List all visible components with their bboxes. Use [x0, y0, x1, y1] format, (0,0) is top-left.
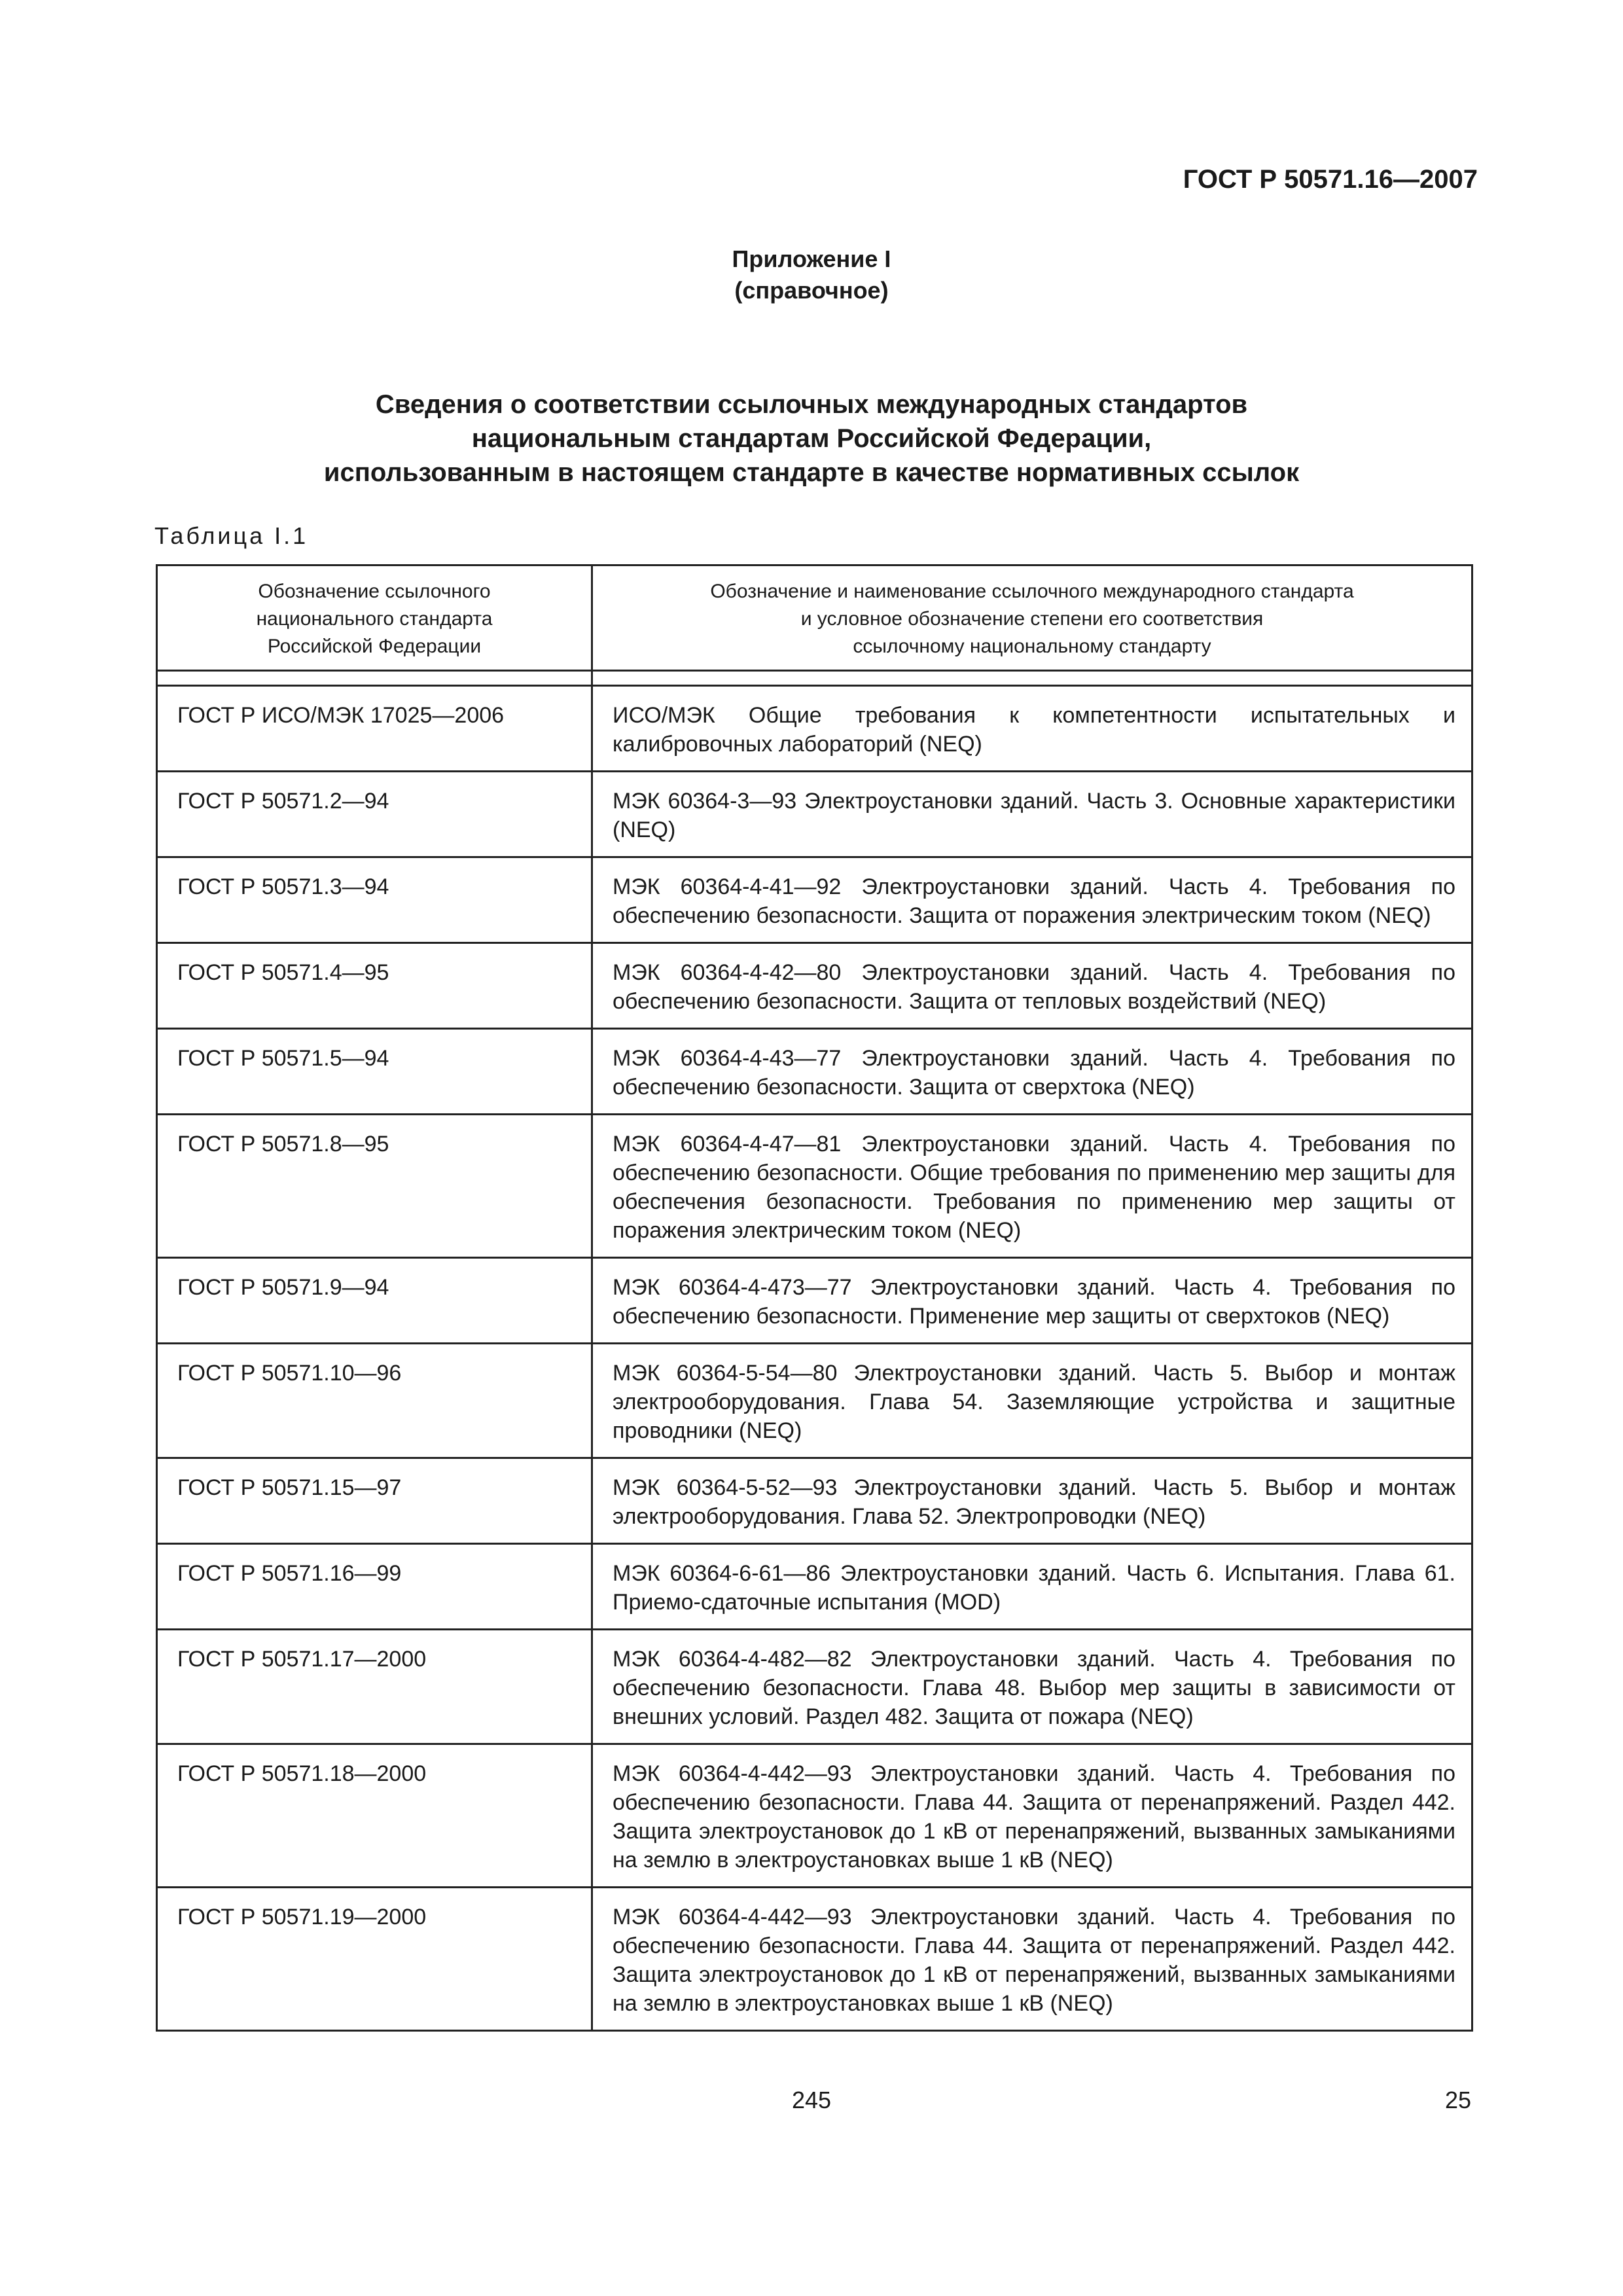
- national-standard-cell: ГОСТ Р 50571.17—2000: [157, 1630, 592, 1744]
- table-row: [157, 1115, 1472, 1258]
- international-standard-cell: МЭК 60364-4-482—82 Электроустановки зданий. Часть 4. Требования по обеспечению безопасности. Глава 48. Выбор мер защиты в зависимости от внешних условий. Раздел 482. Защита от пожара (NEQ): [592, 1630, 1472, 1744]
- header-line: Российской Федерации: [267, 636, 482, 657]
- international-standard-cell: ИСО/МЭК Общие требования к компетентности испытательных и калибровочных лабораторий (NEQ): [592, 686, 1472, 772]
- national-standard-cell: ГОСТ Р 50571.16—99: [157, 1544, 592, 1630]
- national-standard-cell: ГОСТ Р 50571.19—2000: [157, 1888, 592, 2031]
- national-standard-cell: ГОСТ Р 50571.2—94: [157, 772, 592, 857]
- national-standard-cell: ГОСТ Р 50571.5—94: [157, 1029, 592, 1115]
- table-row: [157, 1029, 1472, 1115]
- table-row: [157, 1258, 1472, 1344]
- table-row: [157, 1744, 1472, 1888]
- international-standard-cell: МЭК 60364-6-61—86 Электроустановки зданий. Часть 6. Испытания. Глава 61. Приемо-сдаточные испытания (MOD): [592, 1544, 1472, 1630]
- table-row: [157, 1888, 1472, 2031]
- table-row: [157, 686, 1472, 772]
- appendix-status: (справочное): [734, 277, 889, 304]
- header-line: и условное обозначение степени его соответствия: [800, 608, 1264, 630]
- international-standard-cell: МЭК 60364-4-442—93 Электроустановки зданий. Часть 4. Требования по обеспечению безопасности. Глава 44. Защита от перенапряжений. Раздел 442. Защита электроустановок до 1 кВ от перенапряжений, вызванных замыканиями на землю в электроустановках выше 1 кВ (NEQ): [592, 1888, 1472, 2031]
- table-row: [157, 1544, 1472, 1630]
- table-label: Таблица I.1: [154, 522, 309, 549]
- appendix-title: Приложение I: [732, 245, 891, 272]
- header-separator: [157, 671, 1472, 686]
- national-standard-cell: ГОСТ Р 50571.15—97: [157, 1458, 592, 1544]
- national-standard-cell: ГОСТ Р 50571.3—94: [157, 857, 592, 943]
- header-international-standard: [592, 565, 1472, 671]
- header-line: Обозначение и наименование ссылочного международного стандарта: [710, 581, 1354, 602]
- page-title: [0, 387, 1623, 490]
- table-row: [157, 943, 1472, 1029]
- international-standard-cell: МЭК 60364-4-47—81 Электроустановки зданий. Часть 4. Требования по обеспечению безопасности. Общие требования по применению мер защиты для обеспечения безопасности. Требования по применению мер защиты от поражения электрическим током (NEQ): [592, 1115, 1472, 1258]
- header-line: Обозначение ссылочного: [258, 581, 491, 602]
- national-standard-cell: ГОСТ Р ИСО/МЭК 17025—2006: [157, 686, 592, 772]
- table-row: [157, 1630, 1472, 1744]
- international-standard-cell: МЭК 60364-4-473—77 Электроустановки зданий. Часть 4. Требования по обеспечению безопасности. Применение мер защиты от сверхтоков (NEQ): [592, 1258, 1472, 1344]
- page-title-line: Сведения о соответствии ссылочных международных стандартов: [375, 390, 1248, 419]
- national-standard-cell: ГОСТ Р 50571.4—95: [157, 943, 592, 1029]
- appendix-block: [0, 243, 1623, 306]
- national-standard-cell: ГОСТ Р 50571.10—96: [157, 1344, 592, 1458]
- international-standard-cell: МЭК 60364-5-54—80 Электроустановки зданий. Часть 5. Выбор и монтаж электрооборудования. Глава 54. Заземляющие устройства и защитные проводники (NEQ): [592, 1344, 1472, 1458]
- national-standard-cell: ГОСТ Р 50571.9—94: [157, 1258, 592, 1344]
- international-standard-cell: МЭК 60364-4-42—80 Электроустановки зданий. Часть 4. Требования по обеспечению безопасности. Защита от тепловых воздействий (NEQ): [592, 943, 1472, 1029]
- separator-cell: [157, 671, 592, 686]
- document-code: ГОСТ Р 50571.16—2007: [1183, 165, 1478, 194]
- table-row: [157, 857, 1472, 943]
- header-line: национального стандарта: [256, 608, 493, 630]
- reference-table: [156, 564, 1473, 2032]
- international-standard-cell: МЭК 60364-5-52—93 Электроустановки зданий. Часть 5. Выбор и монтаж электрооборудования. Глава 52. Электропроводки (NEQ): [592, 1458, 1472, 1544]
- international-standard-cell: МЭК 60364-3—93 Электроустановки зданий. Часть 3. Основные характеристики (NEQ): [592, 772, 1472, 857]
- header-line: ссылочному национальному стандарту: [853, 636, 1211, 657]
- international-standard-cell: МЭК 60364-4-43—77 Электроустановки зданий. Часть 4. Требования по обеспечению безопасности. Защита от сверхтока (NEQ): [592, 1029, 1472, 1115]
- sheet-number: 25: [1444, 2087, 1471, 2113]
- page-title-line: национальным стандартам Российской Федерации,: [471, 424, 1152, 453]
- national-standard-cell: ГОСТ Р 50571.8—95: [157, 1115, 592, 1258]
- table-row: [157, 772, 1472, 857]
- header-national-standard: [157, 565, 592, 671]
- international-standard-cell: МЭК 60364-4-442—93 Электроустановки зданий. Часть 4. Требования по обеспечению безопасности. Глава 44. Защита от перенапряжений. Раздел 442. Защита электроустановок до 1 кВ от перенапряжений, вызванных замыканиями на землю в электроустановках выше 1 кВ (NEQ): [592, 1744, 1472, 1888]
- page-title-line: использованным в настоящем стандарте в качестве нормативных ссылок: [323, 458, 1300, 487]
- separator-cell: [592, 671, 1472, 686]
- page-number: 245: [791, 2087, 832, 2113]
- table-header-row: [157, 565, 1472, 671]
- national-standard-cell: ГОСТ Р 50571.18—2000: [157, 1744, 592, 1888]
- table-row: [157, 1458, 1472, 1544]
- table-row: [157, 1344, 1472, 1458]
- international-standard-cell: МЭК 60364-4-41—92 Электроустановки зданий. Часть 4. Требования по обеспечению безопасности. Защита от поражения электрическим током (NEQ): [592, 857, 1472, 943]
